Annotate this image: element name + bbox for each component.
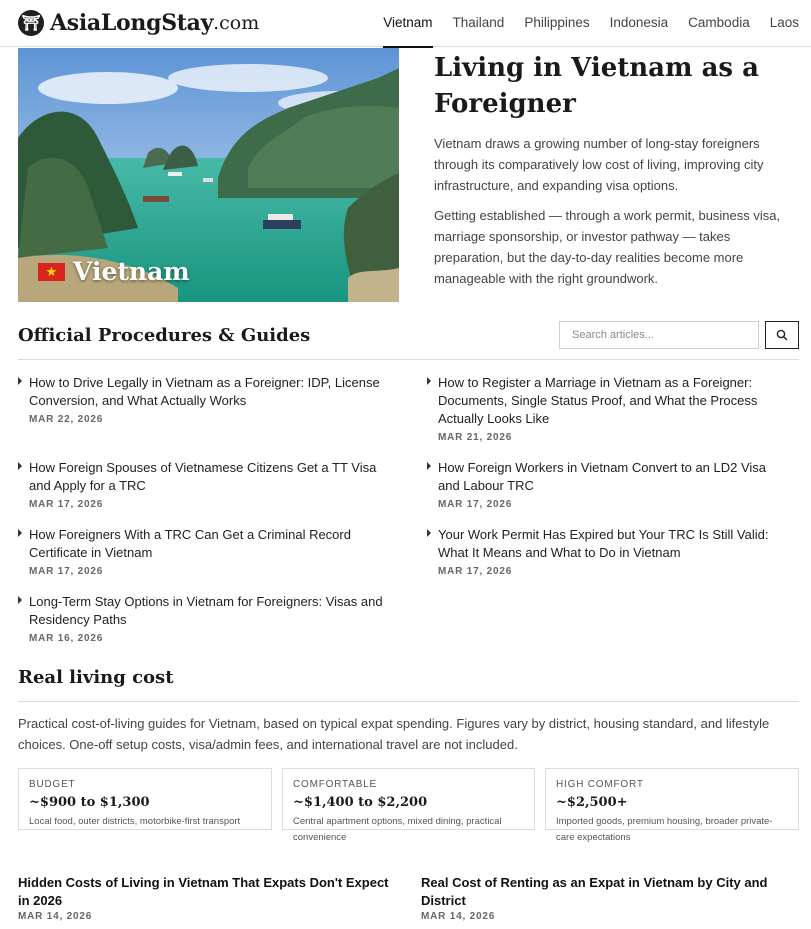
- site-logo[interactable]: [18, 10, 259, 36]
- hero-paragraph-2: Getting established — through a work permit, business visa, marriage sponsorship, or investor pathway — takes preparation, but the day-to-day realities become more manageable with the right groundwork.: [434, 208, 781, 286]
- article-link[interactable]: How Foreigners With a TRC Can Get a Criminal Record Certificate in Vietnam: [29, 527, 351, 560]
- list-item: [29, 593, 399, 644]
- list-item: [29, 526, 399, 577]
- article-link[interactable]: Long-Term Stay Options in Vietnam for Foreigners: Visas and Residency Paths: [29, 594, 383, 627]
- article-date: MAR 16, 2026: [29, 633, 104, 644]
- article-date: MAR 17, 2026: [438, 566, 513, 577]
- torii-logo-icon: ⛩: [18, 10, 44, 36]
- article-link[interactable]: How to Drive Legally in Vietnam as a Foreigner: IDP, License Conversion, and What Actually Works: [29, 375, 380, 408]
- article-link[interactable]: Your Work Permit Has Expired but Your TRC Is Still Valid: What It Means and What to Do in Vietnam: [438, 527, 769, 560]
- cost-post-link[interactable]: Real Cost of Renting as an Expat in Vietnam by City and District: [421, 875, 768, 908]
- cost-post-date: MAR 14, 2026: [421, 911, 496, 922]
- nav-item-thailand[interactable]: Thailand: [452, 15, 505, 30]
- cost-tier-label: HIGH COMFORT: [556, 779, 644, 790]
- bullet-icon: [18, 596, 22, 604]
- list-item: [18, 874, 398, 922]
- cost-tier-price: ~$2,500+: [556, 795, 628, 810]
- list-item: [29, 459, 399, 510]
- bullet-icon: [18, 462, 22, 470]
- bullet-icon: [18, 377, 22, 385]
- nav-item-vietnam[interactable]: Vietnam: [383, 0, 432, 47]
- hero-caption: [38, 257, 190, 286]
- living-cost-title: Real living cost: [18, 667, 174, 688]
- article-date: MAR 17, 2026: [29, 566, 104, 577]
- list-item: [438, 459, 790, 510]
- cost-card-comfortable[interactable]: [282, 768, 535, 843]
- article-link[interactable]: How Foreign Spouses of Vietnamese Citizens Get a TT Visa and Apply for a TRC: [29, 460, 377, 493]
- article-date: MAR 22, 2026: [29, 414, 104, 425]
- article-date: MAR 17, 2026: [438, 499, 513, 510]
- search-icon: [776, 329, 788, 341]
- cost-tier-price: ~$900 to $1,300: [29, 795, 150, 810]
- hero-image: [18, 48, 399, 302]
- search-input[interactable]: [559, 321, 759, 349]
- hero-country-label: Vietnam: [73, 257, 190, 286]
- search-button[interactable]: [765, 321, 799, 349]
- nav-item-philippines[interactable]: Philippines: [524, 15, 590, 30]
- cost-tier-label: BUDGET: [29, 779, 76, 790]
- country-nav: [363, 0, 799, 47]
- list-item: [438, 374, 790, 443]
- cost-card-budget[interactable]: [18, 768, 272, 830]
- logo-tld: .com: [213, 12, 260, 34]
- procedures-header: [18, 321, 799, 360]
- site-header: [0, 0, 811, 47]
- nav-item-laos[interactable]: Laos: [769, 15, 799, 30]
- logo-name: AsiaLongStay: [50, 10, 214, 36]
- vietnam-flag-icon: ★: [38, 263, 65, 281]
- list-item: [438, 526, 790, 577]
- cost-post-date: MAR 14, 2026: [18, 911, 93, 922]
- list-item: [421, 874, 791, 922]
- bullet-icon: [427, 529, 431, 537]
- cost-tier-desc: Imported goods, premium housing, broader private-care expectations: [556, 816, 773, 843]
- nav-item-cambodia[interactable]: Cambodia: [688, 15, 750, 30]
- page-title: Living in Vietnam as a Foreigner: [434, 53, 759, 119]
- nav-item-indonesia[interactable]: Indonesia: [609, 15, 669, 30]
- cost-tier-label: COMFORTABLE: [293, 779, 377, 790]
- hero-paragraph-1: Vietnam draws a growing number of long-stay foreigners through its comparatively low cost of living, improving city infrastructure, and expanding visa options.: [434, 136, 764, 193]
- cost-post-link[interactable]: Hidden Costs of Living in Vietnam That Expats Don't Expect in 2026: [18, 875, 389, 908]
- cost-tier-desc: Central apartment options, mixed dining, practical convenience: [293, 816, 502, 843]
- article-link[interactable]: How to Register a Marriage in Vietnam as a Foreigner: Documents, Single Status Proof, and What the Process Actually Looks Like: [438, 375, 758, 426]
- living-cost-header: [18, 665, 799, 702]
- living-cost-intro: Practical cost-of-living guides for Vietnam, based on typical expat spending. Figures vary by district, housing standard, and lifestyle choices. One-off setup costs, visa/admin fees, and international travel are not included.: [18, 716, 770, 752]
- cost-tier-desc: Local food, outer districts, motorbike-first transport: [29, 816, 241, 827]
- cost-card-high-comfort[interactable]: [545, 768, 799, 843]
- bullet-icon: [18, 529, 22, 537]
- article-date: MAR 17, 2026: [29, 499, 104, 510]
- cost-tier-price: ~$1,400 to $2,200: [293, 795, 428, 810]
- list-item: [29, 374, 399, 425]
- procedures-title: Official Procedures & Guides: [18, 325, 311, 346]
- hero-intro: [434, 50, 790, 298]
- bullet-icon: [427, 377, 431, 385]
- article-date: MAR 21, 2026: [438, 432, 513, 443]
- bullet-icon: [427, 462, 431, 470]
- article-link[interactable]: How Foreign Workers in Vietnam Convert to an LD2 Visa and Labour TRC: [438, 460, 767, 493]
